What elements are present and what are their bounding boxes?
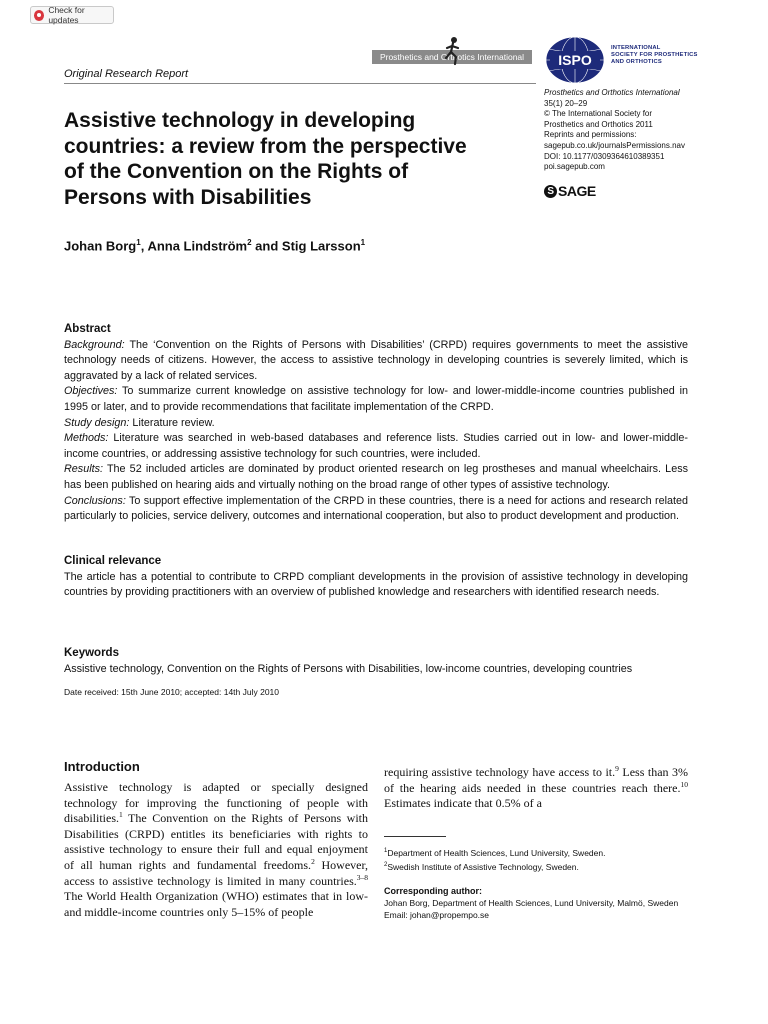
date-received: Date received: 15th June 2010; accepted: 14th July 2010 bbox=[64, 687, 280, 697]
ispo-society-line: SOCIETY FOR PROSTHETICS bbox=[611, 52, 698, 58]
citation-ref[interactable]: 9 bbox=[615, 764, 619, 773]
author-list bbox=[64, 238, 365, 253]
abstract-label: Results: bbox=[64, 463, 104, 476]
journal-banner: Prosthetics and Orthotics International bbox=[372, 50, 532, 64]
abstract-heading: Abstract bbox=[64, 323, 111, 335]
abstract-label: Methods: bbox=[64, 432, 109, 445]
body-text: The Convention on the Rights of Persons with Disabilities (CRPD) entitles its beneficiaries with rights to assistive technology to ensure their full and equal enjoyment of all human rights and fundamental freedoms. bbox=[64, 811, 368, 872]
keywords-heading: Keywords bbox=[64, 647, 119, 659]
intro-column-right bbox=[384, 765, 688, 812]
citation-ref[interactable]: 3–8 bbox=[356, 872, 368, 882]
abstract-label: Objectives: bbox=[64, 385, 118, 398]
article-title: Assistive technology in developing countries: a review from the perspective of the Convention on the Rights of Persons with Disabilities bbox=[64, 109, 467, 209]
abstract-objectives bbox=[64, 384, 688, 415]
crossmark-icon bbox=[34, 10, 44, 21]
affiliation-footnotes bbox=[384, 846, 688, 873]
clinical-heading: Clinical relevance bbox=[64, 555, 162, 567]
ispo-society-line: AND ORTHOTICS bbox=[611, 59, 662, 65]
abstract-results bbox=[64, 462, 688, 493]
abstract-text: Literature review. bbox=[129, 416, 215, 429]
abstract-label: Conclusions: bbox=[64, 494, 126, 507]
footnote-divider bbox=[384, 836, 446, 837]
header-divider bbox=[64, 83, 536, 84]
clinical-relevance bbox=[64, 554, 688, 601]
ispo-logo-text: ISPO bbox=[558, 52, 592, 68]
footnote-number: 1 bbox=[384, 848, 388, 854]
abstract-text: The ‘Convention on the Rights of Persons with Disabilities’ (CRPD) requires governments to meet the assistive technology needs of citizens. However, the access to assistive technology in developing countries is severely limited, which is aggravated by a lack of related services. bbox=[64, 338, 688, 382]
abstract-text: The 52 included articles are dominated by product oriented research on leg prostheses and manual wheelchairs. Less has been published on hearing aids and virtually nothing on the broad range of other types of assistive technology. bbox=[64, 463, 688, 491]
abstract-design bbox=[64, 416, 688, 432]
author-separator: , bbox=[140, 238, 148, 254]
ispo-logo bbox=[544, 35, 606, 85]
keywords-text: Assistive technology, Convention on the Rights of Persons with Disabilities, low-income countries, developing countries bbox=[64, 662, 633, 675]
author-name: Stig Larsson bbox=[281, 238, 361, 254]
footnote-text: Swedish Institute of Assistive Technology, Sweden. bbox=[387, 861, 579, 872]
pub-doi[interactable]: DOI: 10.1177/0309364610389351 bbox=[544, 151, 665, 161]
pub-reprints: Reprints and permissions: bbox=[544, 130, 637, 140]
abstract-background bbox=[64, 338, 688, 385]
abstract-methods bbox=[64, 431, 688, 462]
intro-column-left bbox=[64, 780, 368, 920]
sage-logo-text: SAGE bbox=[558, 183, 596, 199]
abstract-text: Literature was searched in web-based databases and reference lists. Studies carried out in low- and lower-middle-income countries, or addressing assistive technology for such countries, were included. bbox=[64, 432, 688, 460]
author-affiliation: 1 bbox=[360, 238, 366, 247]
pub-copyright: © The International Society for bbox=[544, 109, 653, 119]
check-for-updates-label: Check for updates bbox=[48, 5, 85, 25]
corresponding-email[interactable]: Email: johan@propempo.se bbox=[384, 909, 490, 920]
section-heading-introduction: Introduction bbox=[64, 759, 140, 774]
body-text: The World Health Organization (WHO) estimates that in low- and middle-income countries only 5–15% of people bbox=[64, 889, 368, 919]
sage-logo bbox=[544, 183, 596, 199]
pub-journal-url[interactable]: poi.sagepub.com bbox=[544, 162, 605, 172]
abstract-label: Study design: bbox=[64, 416, 130, 429]
pub-copyright: Prosthetics and Orthotics 2011 bbox=[544, 119, 653, 129]
footnote-number: 2 bbox=[384, 861, 388, 868]
footnote bbox=[384, 860, 688, 874]
corresponding-author bbox=[384, 898, 688, 922]
citation-ref[interactable]: 2 bbox=[311, 856, 315, 866]
author-affiliation: 2 bbox=[247, 238, 252, 247]
author-affiliation: 1 bbox=[136, 238, 141, 247]
corresponding-address: Johan Borg, Department of Health Sciences, Lund University, Malmö, Sweden bbox=[384, 898, 679, 908]
clinical-text: The article has a potential to contribute to CRPD compliant developments in the provision of assistive technology in developing countries by providing practitioners with an overview of published knowledge and researchers with identified research needs. bbox=[64, 570, 688, 599]
pub-journal-name: Prosthetics and Orthotics International bbox=[544, 88, 680, 97]
body-text: Assistive technology is adapted or specially designed technology for improving the functioning of people with disabilities. bbox=[64, 780, 368, 826]
abstract-label: Background: bbox=[64, 338, 125, 351]
body-text: However, access to assistive technology is limited in many countries. bbox=[64, 857, 368, 888]
report-type: Original Research Report bbox=[64, 68, 189, 80]
check-for-updates-button[interactable] bbox=[30, 6, 114, 24]
citation-ref[interactable]: 10 bbox=[680, 779, 688, 789]
body-text: Estimates indicate that 0.5% of a bbox=[384, 796, 542, 811]
body-text: Less than 3% of the hearing aids needed in these countries reach there. bbox=[384, 765, 688, 795]
author-separator: and bbox=[251, 238, 282, 254]
body-text: requiring assistive technology have access to it. bbox=[384, 765, 616, 779]
abstract bbox=[64, 322, 688, 525]
corresponding-author-heading: Corresponding author: bbox=[384, 886, 482, 896]
author-name: Johan Borg bbox=[64, 238, 137, 254]
author-name: Anna Lindström bbox=[147, 238, 248, 254]
journal-runner-icon bbox=[440, 36, 466, 66]
footnote bbox=[384, 846, 688, 860]
citation-ref[interactable]: 1 bbox=[119, 810, 123, 820]
abstract-text: To support effective implementation of the CRPD in these countries, there is a need for actions and research related particularly to policies, service delivery, outcomes and international cooperation, but also to product development and production. bbox=[64, 494, 688, 523]
ispo-society-line: INTERNATIONAL bbox=[611, 45, 661, 51]
pub-permissions-link[interactable]: sagepub.co.uk/journalsPermissions.nav bbox=[544, 140, 685, 150]
abstract-text: To summarize current knowledge on assistive technology for low- and lower-middle-income countries published in 1995 or later, and to provide recommendations that facilitate implementation of the CRPD. bbox=[64, 385, 688, 413]
ispo-society-name bbox=[611, 45, 698, 66]
pub-volume: 35(1) 20–29 bbox=[544, 98, 588, 108]
sage-s-icon: S bbox=[544, 185, 557, 198]
keywords bbox=[64, 646, 688, 677]
publication-info bbox=[544, 88, 685, 173]
footnote-text: Department of Health Sciences, Lund University, Sweden. bbox=[387, 847, 606, 858]
abstract-conclusions bbox=[64, 494, 688, 525]
